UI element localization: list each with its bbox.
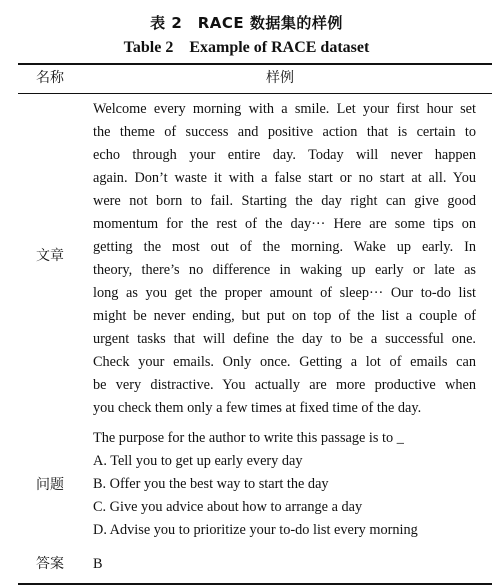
table-bottom-rule (18, 583, 492, 585)
passage-line: long as you get the proper amount of sleep··· Our to-do list (93, 285, 476, 301)
column-header-name: 名称 (36, 70, 64, 86)
passage-line: the theme of success and positive action that is certain to (93, 124, 476, 140)
passage-line: Welcome every morning with a smile. Let your first hour set (93, 101, 476, 117)
passage-line: momentum for the rest of the day··· Here are some tips on (93, 216, 476, 232)
passage-line: echo through your entire day. Today will never happen (93, 147, 476, 163)
question-block (93, 427, 483, 542)
passage-line: you check them only a few times at fixed time of the day. (93, 400, 422, 416)
question-option-b: B. Offer you the best way to start the day (93, 476, 329, 492)
passage-line: were not born to fail. Starting the day right can give good (93, 193, 476, 209)
passage-line: urgent tasks that will define the day to be a successful one. (93, 331, 476, 347)
article-passage (93, 98, 476, 420)
table-caption-chinese: 表 2 RACE 数据集的样例 (150, 14, 343, 32)
table-caption-english: Table 2 Example of RACE dataset (123, 39, 370, 56)
passage-line: be very distractive. You actually are more productive when (93, 377, 476, 393)
row-label-answer: 答案 (36, 556, 64, 572)
table-header-rule (18, 93, 492, 94)
question-option-a: A. Tell you to get up early every day (93, 453, 303, 469)
row-label-question: 问题 (36, 477, 64, 493)
passage-line: theory, there’s no difference in waking up early or late as (93, 262, 476, 278)
passage-line: Check your emails. Only once. Getting a lot of emails can (93, 354, 476, 370)
column-header-example: 样例 (266, 70, 294, 86)
passage-line: again. Don’t waste it with a false start or no start at all. You (93, 170, 476, 186)
answer-value: B (93, 556, 103, 572)
question-stem: The purpose for the author to write this passage is to _ (93, 430, 404, 446)
row-label-article: 文章 (36, 248, 64, 264)
passage-line: getting the most out of the morning. Wake up early. In (93, 239, 476, 255)
question-option-d: D. Advise you to prioritize your to-do list every morning (93, 522, 418, 538)
question-option-c: C. Give you advice about how to arrange a day (93, 499, 363, 515)
passage-line: might be never ending, but put on top of the list a couple of (93, 308, 476, 324)
table-top-rule (18, 63, 492, 65)
